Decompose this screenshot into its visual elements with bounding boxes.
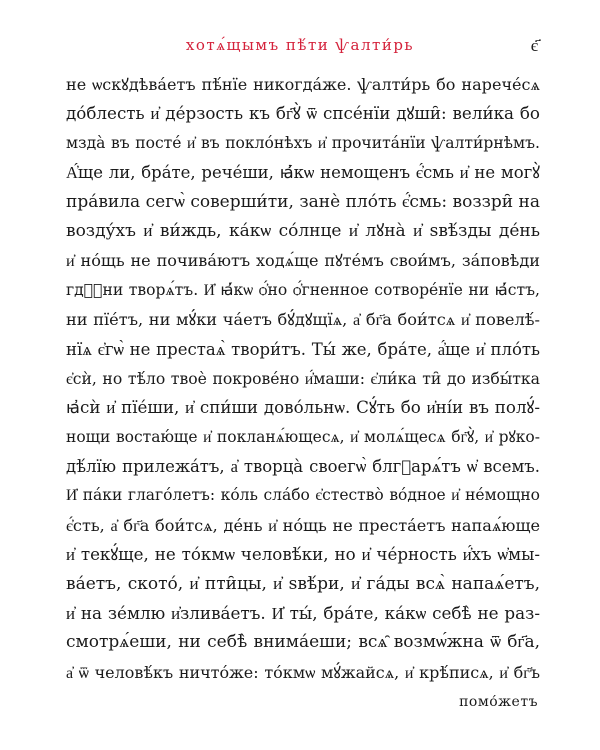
text-line: смотрѧ́еши, ни себѣ̀ внима́еши; всѧ̑ возмѡ́жна ѿ бг҃а, xyxy=(66,632,540,653)
text-line: є҆сѝ, но тѣ́ло твоѐ покрове́но и҆́маши: є҆ли́ка ти̑ до избы́тка xyxy=(66,368,540,388)
text-line: И҆ па́ки глаго́летъ: ко́ль сла́бо є҆стество̀ во́дное и҆ не́мощно xyxy=(66,486,540,505)
text-line: ни пїе́тъ, ни мꙋ́ки ча́етъ бꙋ́дꙋщїѧ, а҆ бг҃а бои́тсѧ и҆ повелѣ́- xyxy=(66,310,540,330)
text-line: нощи востаю́ще и҆ покланѧ́ющесѧ, и҆ молѧ́щесѧ бг҃ꙋ̀, и҆ рꙋко- xyxy=(66,427,540,446)
text-line: до́блесть и҆ де́рзость къ бг҃ꙋ̀ ѿ спсе́нїи дꙋши̑: вели́ка бо xyxy=(66,103,540,124)
text-line: А҆́ще ли, бра́те, рече́ши, ꙗ҆́кѡ немощенъ є҆́смь и҆ не могꙋ̀ xyxy=(66,163,540,183)
text-line: ꙗ҆сѝ и҆ пїе́ши, и҆ спи́ши дово́льнѡ. Сꙋ́ть бо и҆ні́и въ полꙋ́- xyxy=(66,398,540,418)
text-line: дѣ́лїю прилежа́тъ, а҆ творца̀ своегѡ̀ блгⷣарѧ́тъ ѡ҆ всемъ. xyxy=(66,457,540,477)
text-line: пра́вила сегѡ̀ соверши́ти, занѐ пло́ть є҆́смь: воззри̑ на xyxy=(66,191,540,212)
page-number: є҃ xyxy=(530,36,538,56)
text-line: гдⷭ҇ни творѧ́тъ. И҆ ꙗ҆́кѡ ѻ҆́но ѻ҆́гненное сотворе́нїе ни ꙗ҆́стъ, xyxy=(66,280,540,299)
body-text xyxy=(66,70,540,687)
text-line: а҆ ѿ человѣ́къ ничто́же: то́кмѡ мꙋ́жайсѧ, и҆ крѣ́писѧ, и҆ бг҃ъ xyxy=(66,662,540,682)
text-line: возду́хъ и҆ ви́ждь, ка́кѡ со́лнце и҆ лꙋна̀ и҆ ѕвѣ́зды де́нь xyxy=(66,220,540,241)
text-line: є҆́сть, а҆ бг҃а бои́тсѧ, де́нь и҆ но́щь не преста́етъ напаѧ́юще xyxy=(66,515,540,535)
catchword: помо́жетъ xyxy=(459,694,538,710)
text-line: и҆ но́щь не почива́ютъ ходѧ́ще пꙋте́мъ свои́мъ, за́повѣди xyxy=(66,251,540,271)
text-line: не ѡскꙋдѣва́етъ пѣ́нїе никогда́же. ѱалти́рь бо нарече́сѧ xyxy=(66,75,540,94)
running-header: хотѧ́щымъ пѣ́ти ѱалти́рь xyxy=(185,36,415,54)
text-line: нїѧ є҆гѡ̀ не престаѧ̀ твори́тъ. Ты́ же, бра́те, а҆́ще и҆ пло́ть xyxy=(66,339,540,359)
text-line: мзда̀ въ посте́ и҆ въ покло́нѣхъ и҆ прочита́нїи ѱалти́рнѣмъ. xyxy=(66,133,540,152)
text-line: и҆ текꙋ́ще, не то́кмѡ человѣ́ки, но и҆ че́рность и҆́хъ ѡ҆мы- xyxy=(66,545,540,565)
text-line: и҆ на зе́млю и҆злива́етъ. И҆ ты́, бра́те, ка́кѡ себѣ̀ не раз- xyxy=(66,603,540,624)
text-line: ва́етъ, ското́, и҆ пти̑цы, и҆ ѕвѣ́ри, и҆ га́ды всѧ̀ напаѧ́етъ, xyxy=(66,573,540,594)
